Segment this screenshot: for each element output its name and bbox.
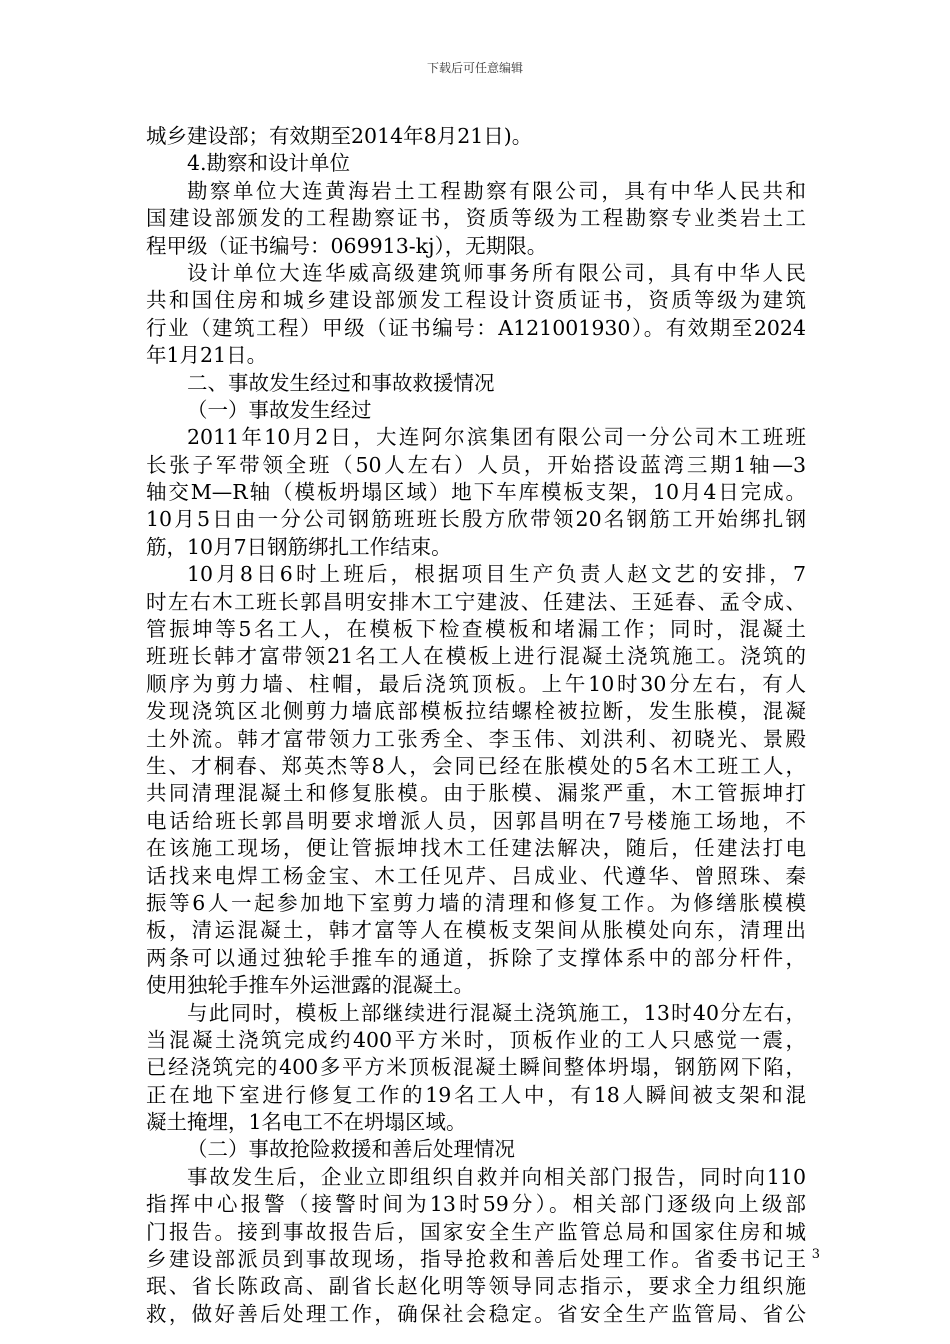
text-line: 管振坤等5名工人，在模板下检查模板和堵漏工作；同时，混凝土 <box>146 617 806 642</box>
text-line: 共和国住房和城乡建设部颁发工程设计资质证书，资质等级为建筑 <box>146 288 806 313</box>
document-body <box>146 123 806 1328</box>
text-line: 发现浇筑区北侧剪力墙底部模板拉结螺栓被拉断，发生胀模，混凝 <box>146 699 806 724</box>
text-line: 班班长韩才富带领21名工人在模板上进行混凝土浇筑施工。浇筑的 <box>146 644 806 669</box>
text-line: 事故发生后，企业立即组织自救并向相关部门报告，同时向110 <box>187 1164 806 1189</box>
text-line: 已经浇筑完的400多平方米顶板混凝土瞬间整体坍塌，钢筋网下陷， <box>146 1055 806 1080</box>
text-line: 勘察单位大连黄海岩土工程勘察有限公司，具有中华人民共和 <box>187 178 806 203</box>
text-line: 共同清理混凝土和修复胀模。由于胀模、漏浆严重，木工管振坤打 <box>146 781 806 806</box>
text-line: 设计单位大连华威高级建筑师事务所有限公司，具有中华人民 <box>187 260 806 285</box>
text-line: 城乡建设部；有效期至2014年8月21日)。 <box>146 124 533 148</box>
text-line: 珉、省长陈政高、副省长赵化明等领导同志指示，要求全力组织施 <box>146 1274 806 1299</box>
text-line: 指挥中心报警（接警时间为13时59分）。相关部门逐级向上级部 <box>146 1192 806 1217</box>
text-line: 土外流。韩才富带领力工张秀全、李玉伟、刘洪利、初晓光、景殿 <box>146 726 806 751</box>
text-line: 国建设部颁发的工程勘察证书，资质等级为工程勘察专业类岩土工 <box>146 206 806 231</box>
text-line: 板，清运混凝土，韩才富等人在模板支架间从胀模处向东，清理出 <box>146 918 806 943</box>
text-line: 正在地下室进行修复工作的19名工人中，有18人瞬间被支架和混 <box>146 1082 806 1107</box>
text-line: 凝土掩埋，1名电工不在坍塌区域。 <box>146 1110 467 1135</box>
text-line: 轴交M—R轴（模板坍塌区域）地下车库模板支架，10月4日完成。 <box>146 480 806 505</box>
text-line: 行业（建筑工程）甲级（证书编号：A121001930）。有效期至2024 <box>146 315 806 340</box>
text-line: （一）事故发生经过 <box>187 397 372 422</box>
text-line: 长张子军带领全班（50人左右）人员，开始搭设蓝湾三期1轴—3 <box>146 452 806 477</box>
text-line: 在该施工现场，便让管振坤找木工任建法解决，随后，任建法打电 <box>146 836 806 861</box>
text-line: 救，做好善后处理工作，确保社会稳定。省安全生产监管局、省公 <box>146 1301 806 1326</box>
text-line: 二、事故发生经过和事故救援情况 <box>187 370 495 395</box>
text-line: 振等6人一起参加地下室剪力墙的清理和修复工作。为修缮胀模模 <box>146 890 806 915</box>
text-line: 时左右木工班长郭昌明安排木工宁建波、任建法、王延春、孟令成、 <box>146 589 806 614</box>
text-line: 乡建设部派员到事故现场，指导抢救和善后处理工作。省委书记王 <box>146 1247 806 1272</box>
text-line: 10月5日由一分公司钢筋班班长殷方欣带领20名钢筋工开始绑扎钢 <box>146 507 806 532</box>
text-line: 顺序为剪力墙、柱帽，最后浇筑顶板。上午10时30分左右，有人 <box>146 671 806 696</box>
text-line: 年1月21日。 <box>146 343 268 368</box>
text-line: 门报告。接到事故报告后，国家安全生产监管总局和国家住房和城 <box>146 1219 806 1244</box>
text-line: 4.勘察和设计单位 <box>187 151 351 176</box>
text-line: 2011年10月2日，大连阿尔滨集团有限公司一分公司木工班班 <box>187 425 806 450</box>
text-line: （二）事故抢险救援和善后处理情况 <box>187 1137 515 1162</box>
text-line: 话找来电焊工杨金宝、木工任见芹、吕成业、代遵华、曾照珠、秦 <box>146 863 806 888</box>
text-line: 生、才桐春、郑英杰等8人，会同已经在胀模处的5名木工班工人， <box>146 753 806 778</box>
text-line: 使用独轮手推车外运泄露的混凝土。 <box>146 973 474 998</box>
text-line: 10月8日6时上班后，根据项目生产负责人赵文艺的安排，7 <box>187 562 806 587</box>
text-line: 电话给班长郭昌明要求增派人员，因郭昌明在7号楼施工场地，不 <box>146 808 806 833</box>
page-header: 下载后可任意编辑 <box>426 61 523 75</box>
text-line: 程甲级（证书编号：069913-kj），无期限。 <box>146 233 548 258</box>
text-line: 两条可以通过独轮手推车的通道，拆除了支撑体系中的部分杆件， <box>146 945 806 970</box>
text-line: 与此同时，模板上部继续进行混凝土浇筑施工，13时40分左右， <box>187 1000 806 1025</box>
text-line: 筋，10月7日钢筋绑扎工作结束。 <box>146 534 452 559</box>
text-line: 当混凝土浇筑完成约400平方米时，顶板作业的工人只感觉一震， <box>146 1027 806 1052</box>
page-number: 3 <box>811 1247 820 1262</box>
